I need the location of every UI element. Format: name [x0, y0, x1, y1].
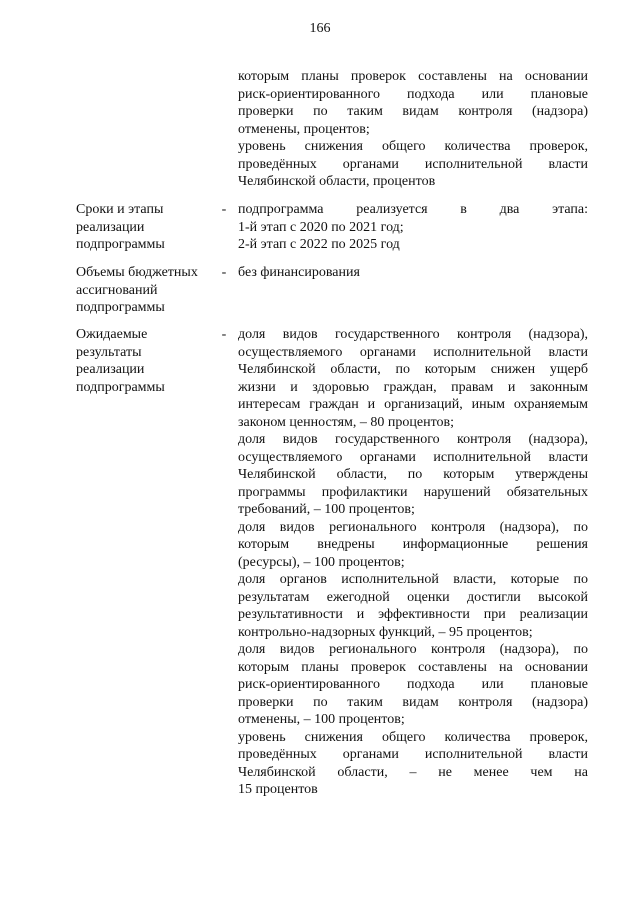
- label-line: результаты: [76, 344, 142, 360]
- text-line: без финансирования: [238, 265, 360, 280]
- text-line: Челябинской области, по которым снижен ущерб: [238, 362, 588, 377]
- text-line: проведённых органами исполнительной власти: [238, 747, 588, 762]
- text-line: 1-й этап с 2020 по 2021 год;: [238, 219, 404, 235]
- text-line: уровень снижения общего количества проверок,: [238, 729, 588, 745]
- label-line: подпрограммы: [76, 379, 165, 395]
- text-line: доля видов государственного контроля (надзора),: [238, 432, 588, 447]
- section-content: [238, 264, 588, 282]
- label-line: Объемы бюджетных: [76, 265, 198, 280]
- section-content: [238, 326, 588, 799]
- text-line: отменены, процентов;: [238, 121, 370, 137]
- text-line: доля органов исполнительной власти, которые по: [238, 572, 588, 587]
- text-line: контрольно-надзорных функций, – 95 процентов;: [238, 624, 533, 640]
- text-line: риск-ориентированного подхода или плановые: [238, 86, 588, 102]
- text-line: которым планы проверок составлены на основании: [238, 69, 588, 84]
- label-line: реализации: [76, 219, 145, 235]
- text-line: результативности и эффективности при реализации: [238, 607, 588, 622]
- text-line: Челябинской области, процентов: [238, 174, 436, 189]
- section-label: [76, 264, 216, 317]
- page-number: 166: [309, 21, 331, 36]
- text-line: результатам ежегодной оценки достигли высокой: [238, 589, 588, 605]
- text-line: программы профилактики нарушений обязательных: [238, 484, 588, 500]
- section-label: [76, 201, 216, 254]
- label-line: Ожидаемые: [76, 327, 148, 342]
- continuation-text: [238, 68, 588, 191]
- text-line: Челябинской области, – не менее чем на: [238, 764, 588, 780]
- label-line: реализации: [76, 362, 145, 377]
- text-line: которым планы проверок составлены на основании: [238, 659, 588, 675]
- text-line: доля видов регионального контроля (надзора), по: [238, 519, 588, 535]
- section-dash: -: [221, 265, 227, 280]
- text-line: уровень снижения общего количества проверок,: [238, 139, 588, 154]
- text-line: отменены, – 100 процентов;: [238, 712, 405, 727]
- label-line: подпрограммы: [76, 300, 165, 315]
- label-line: ассигнований: [76, 282, 158, 298]
- text-line: риск-ориентированного подхода или плановые: [238, 677, 588, 692]
- text-line: проверки по таким видам контроля (надзора): [238, 104, 588, 119]
- label-line: Сроки и этапы: [76, 202, 164, 217]
- text-line: законом ценностям, – 80 процентов;: [238, 414, 455, 430]
- section-label: [76, 326, 216, 396]
- section-dash: -: [221, 202, 227, 217]
- text-line: требований, – 100 процентов;: [238, 502, 415, 517]
- text-line: (ресурсы), – 100 процентов;: [238, 554, 405, 570]
- text-line: осуществляемого органами исполнительной власти: [238, 344, 588, 360]
- label-line: подпрограммы: [76, 237, 165, 252]
- section-dash: -: [221, 327, 227, 342]
- text-line: 15 процентов: [238, 782, 318, 797]
- text-line: доля видов государственного контроля (надзора),: [238, 327, 588, 342]
- text-line: Челябинской области, по которым утверждены: [238, 467, 588, 482]
- text-line: которым внедрены информационные решения: [238, 537, 588, 552]
- text-line: проверки по таким видам контроля (надзора): [238, 694, 588, 710]
- text-line: доля видов регионального контроля (надзора), по: [238, 642, 588, 657]
- text-line: проведённых органами исполнительной власти: [238, 156, 588, 172]
- text-line: интересам граждан и организаций, иным охраняемым: [238, 397, 588, 412]
- text-line: 2-й этап с 2022 по 2025 год: [238, 237, 400, 252]
- text-line: осуществляемого органами исполнительной власти: [238, 449, 588, 465]
- text-line: жизни и здоровью граждан, правам и законным: [238, 379, 588, 395]
- section-content: [238, 201, 588, 254]
- text-line: подпрограмма реализуется в два этапа:: [238, 202, 588, 217]
